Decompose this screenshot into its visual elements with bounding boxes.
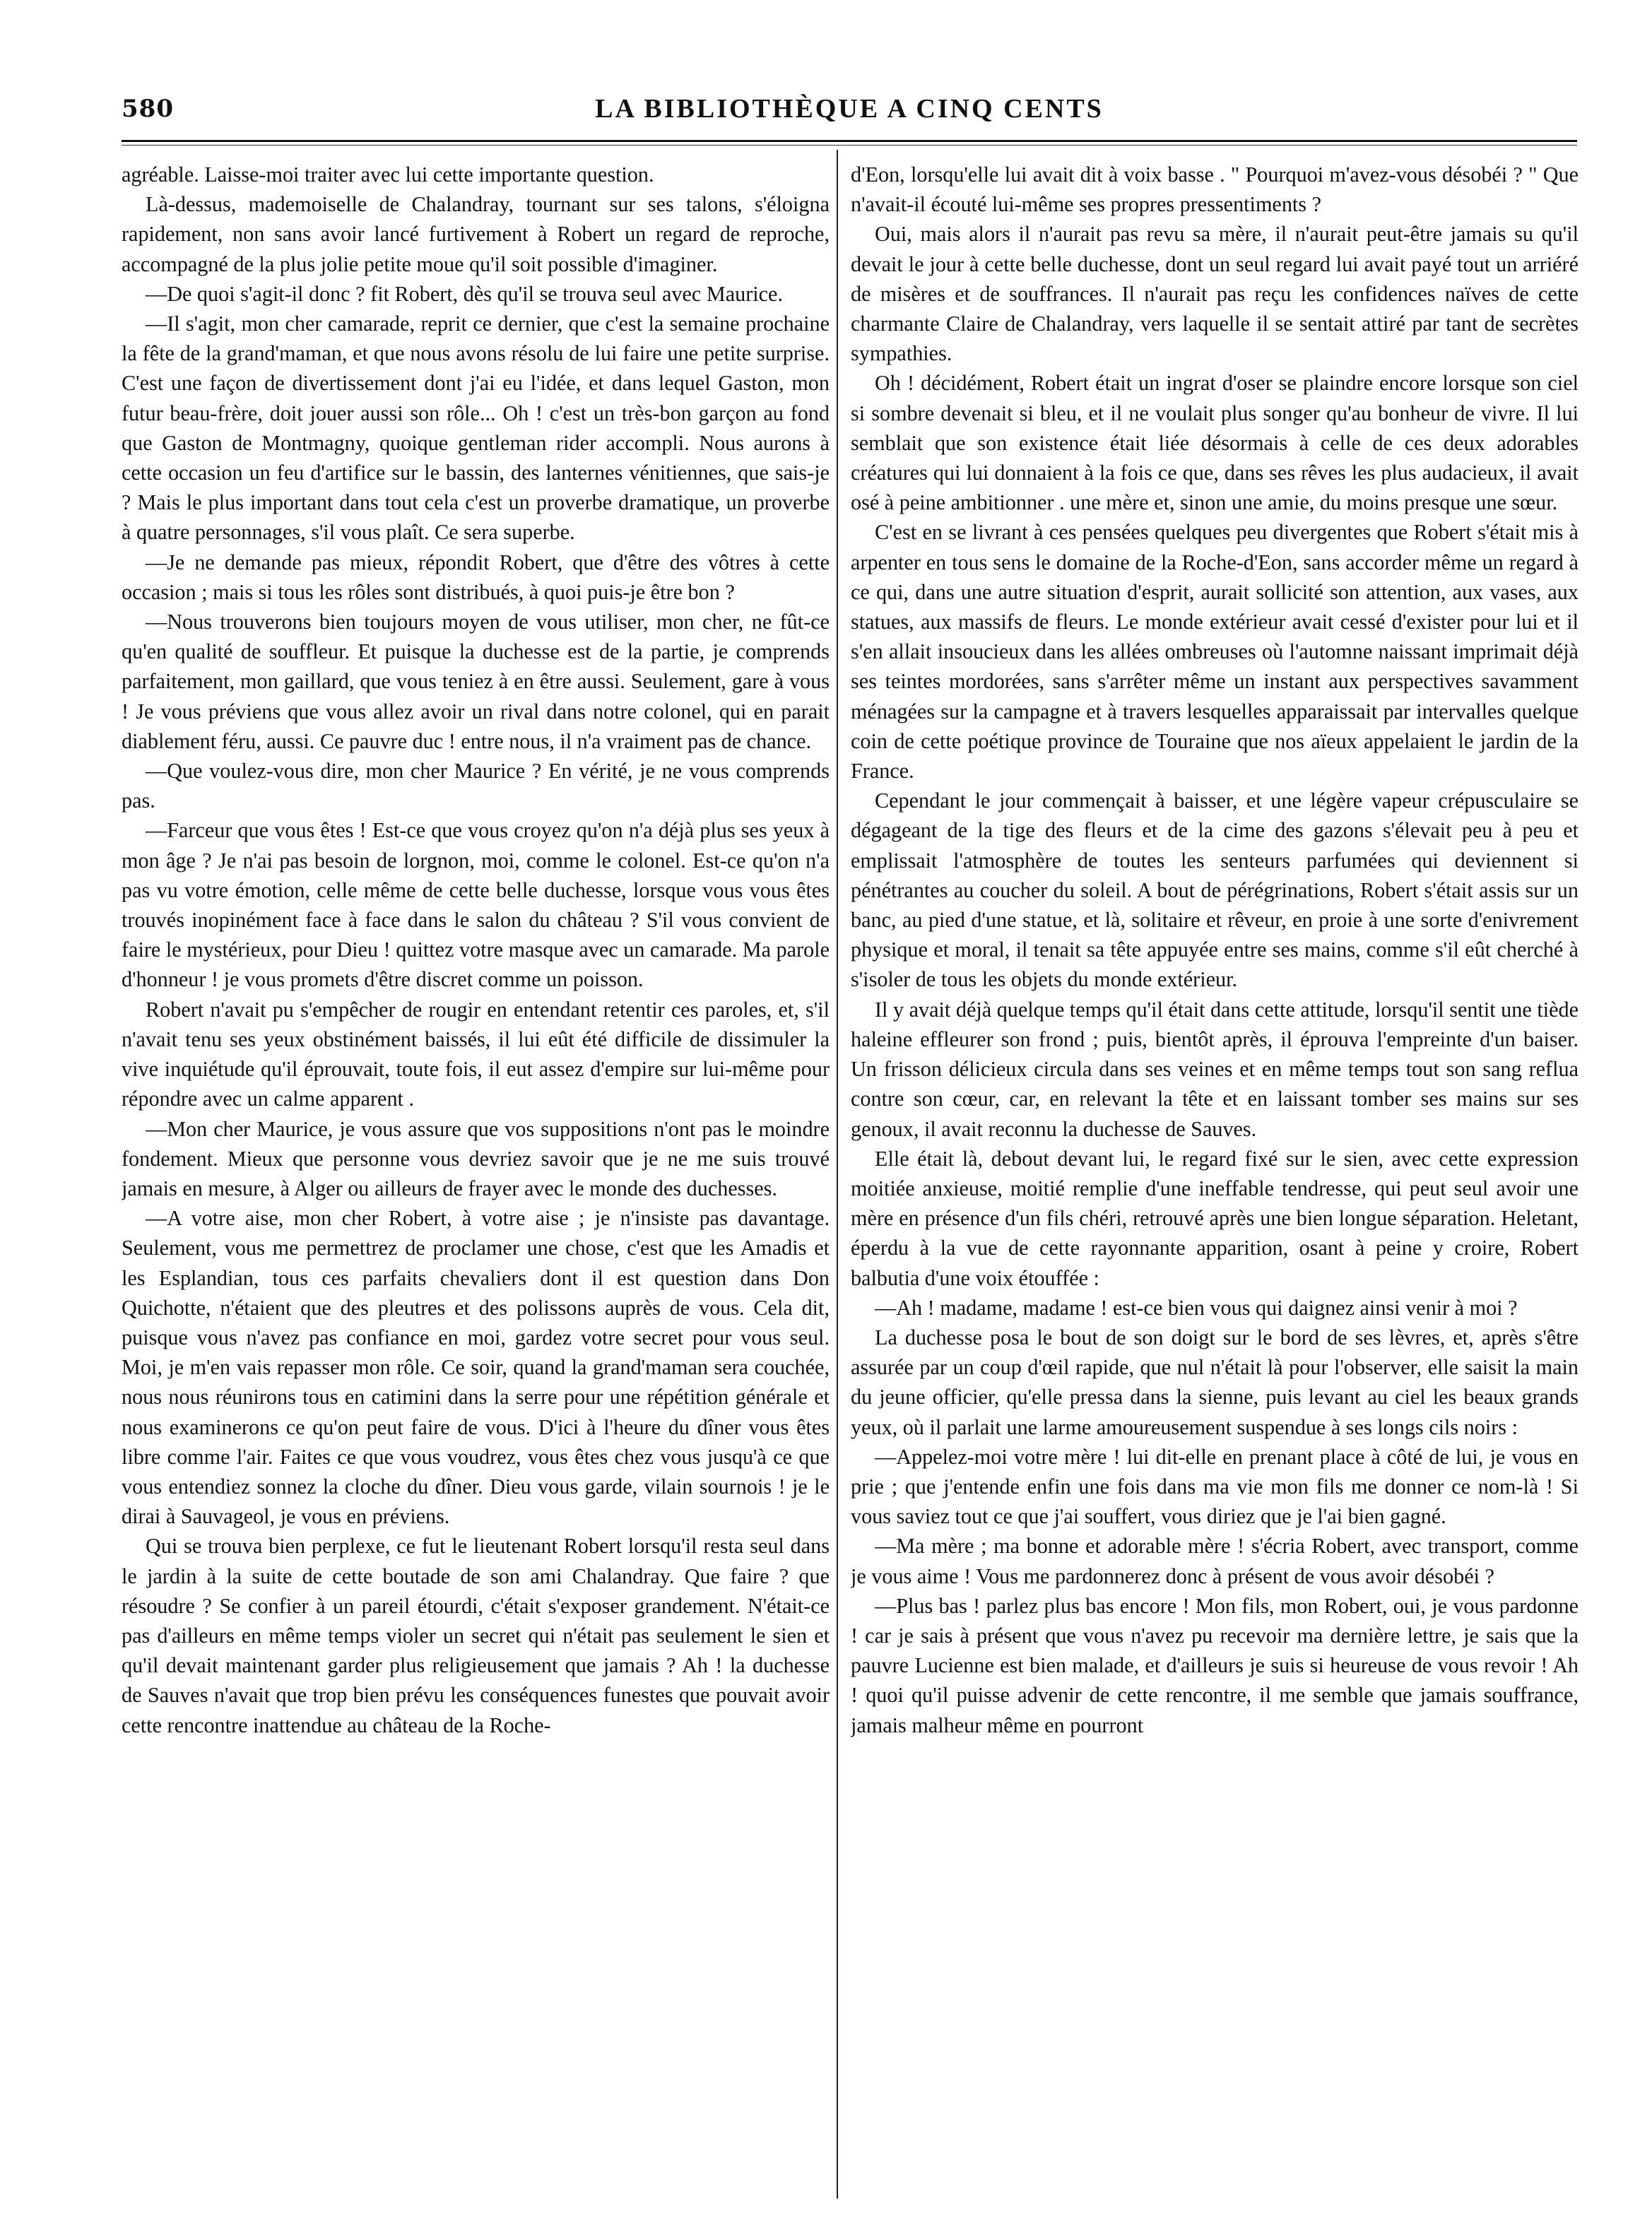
paragraph: Robert n'avait pu s'empêcher de rougir en entendant retentir ces paroles, et, s'il n'avait tenu ses yeux obstinément baissés, il lui eût été difficile de dissimuler la vive inquiétude qu'il éprouvait, toute fois, il eut assez d'empire sur lui-même pour répondre avec un calme apparent . bbox=[122, 997, 830, 1111]
paragraph: Qui se trouva bien perplexe, ce fut le lieutenant Robert lorsqu'il resta seul dans le jardin à la suite de cette boutade de son ami Chalandray. Que faire ? que résoudre ? Se confier à un pareil étourdi, c'était s'exposer grandement. N'était-ce pas d'ailleurs en même temps violer un secret qui n'était pas seulement le sien et qu'il devait maintenant garder plus religieusement que jamais ? Ah ! la duchesse de Sauves n'avait que trop bien prévu les conséquences funestes que pouvait avoir cette rencontre inattendue au château de la Roche- bbox=[122, 1534, 830, 1737]
paragraph: —A votre aise, mon cher Robert, à votre aise ; je n'insiste pas davantage. Seulement, vous me permettrez de proclamer une chose, c'est que les Amadis et les Esplandian, tous ces parfaits chevaliers dont il est question dans Don Quichotte, n'étaient que des pleutres et des polissons auprès de vous. Cela dit, puisque vous n'avez pas confiance en moi, gardez votre secret pour vous seul. Moi, je m'en vais repasser mon rôle. Ce soir, quand la grand'maman sera couchée, nous nous réunirons tous en catimini dans la serre pour une répétition générale et nous examinerons ce qu'on peut faire de vous. D'ici à l'heure du dîner vous êtes libre comme l'air. Faites ce que vous voudrez, vous êtes chez vous jusqu'à ce que vous entendiez sonnez la cloche du dîner. Dieu vous garde, vilain sournois ! je le dirai à Sauvageol, je vous en préviens. bbox=[122, 1206, 830, 1529]
paragraph: Oh ! décidément, Robert était un ingrat d'oser se plaindre encore lorsque son ciel si sombre devenait si bleu, et il ne voulait plus songer qu'au bonheur de vivre. Il lui semblait que son existence était liée désormais à celle de ces deux adorables créatures qui lui donnaient à la fois ce que, dans ses rêves les plus audacieux, il avait osé à peine ambitionner . une mère et, sinon une amie, du moins presque une sœur. bbox=[851, 371, 1579, 515]
paragraph: —Nous trouverons bien toujours moyen de vous utiliser, mon cher, ne fût-ce qu'en qualité de souffleur. Et puisque la duchesse est de la partie, je comprends parfaitement, mon gaillard, que vous teniez à en être aussi. Seulement, gare à vous ! Je vous préviens que vous allez avoir un rival dans notre colonel, qui en parait diablement féru, aussi. Ce pauvre duc ! entre nous, il n'a vraiment pas de chance. bbox=[122, 610, 830, 753]
paragraph: —Appelez-moi votre mère ! lui dit-elle en prenant place à côté de lui, je vous en prie ; que j'entende enfin une fois dans ma vie mon fils me donner ce nom-là ! Si vous saviez tout ce que j'ai souffert, vous diriez que je l'ai bien gagné. bbox=[851, 1444, 1579, 1529]
running-title: LA BIBLIOTHÈQUE A CINQ CENTS bbox=[595, 94, 1104, 124]
paragraph: —Farceur que vous êtes ! Est-ce que vous croyez qu'on n'a déjà plus ses yeux à mon âge ? Je n'ai pas besoin de lorgnon, moi, comme le colonel. Est-ce qu'on n'a pas vu votre émotion, celle même de cette belle duchesse, lorsque vous vous êtes trouvés inopinément face à face dans le salon du château ? S'il vous convient de faire le mystérieux, pour Dieu ! quittez votre masque avec un camarade. Ma parole d'honneur ! je vous promets d'être discret comme un poisson. bbox=[122, 818, 830, 992]
page-number: 580 bbox=[122, 95, 174, 123]
paragraph: —Ah ! madame, madame ! est-ce bien vous qui daignez ainsi venir à moi ? bbox=[875, 1295, 1518, 1320]
paragraph: d'Eon, lorsqu'elle lui avait dit à voix basse . " Pourquoi m'avez-vous désobéi ? " Que n'avait-il écouté lui-même ses propres pressentiments ? bbox=[851, 162, 1579, 217]
paragraph: Il y avait déjà quelque temps qu'il était dans cette attitude, lorsqu'il sentit une tiède haleine effleurer son frond ; puis, bientôt après, il éprouva l'empreinte d'un baiser. Un frisson délicieux circula dans ses veines et en même temps tout son sang reflua contre son cœur, car, en relevant la tête et en laissant tomber ses mains sur ses genoux, il avait reconnu la duchesse de Sauves. bbox=[851, 997, 1579, 1141]
paragraph: Elle était là, debout devant lui, le regard fixé sur le sien, avec cette expression moitiée anxieuse, moitié remplie d'une ineffable tendresse, qui peut seul avoir une mère en présence d'un fils chéri, retrouvé après une bien longue séparation. Heletant, éperdu à la vue de cette rayonnante apparition, osant à peine y croire, Robert balbutia d'une voix étouffée : bbox=[851, 1146, 1579, 1290]
paragraph: —Mon cher Maurice, je vous assure que vos suppositions n'ont pas le moindre fondement. Mieux que personne vous devriez savoir que je ne me suis trouvé jamais en mesure, à Alger ou ailleurs de frayer avec le monde des duchesses. bbox=[122, 1116, 830, 1200]
paragraph: Cependant le jour commençait à baisser, et une légère vapeur crépusculaire se dégageant de la tige des fleurs et de la cime des gazons s'élevait peu à peu et emplissait l'atmosphère de toutes les senteurs parfumées qui deviennent si pénétrantes au coucher du soleil. A bout de pérégrinations, Robert s'était assis sur un banc, au pied d'une statue, et là, solitaire et rêveur, en proie à une sorte d'enivrement physique et moral, il tenait sa tête appuyée entre ses mains, comme s'il eût cherché à s'isoler de tous les objets du monde extérieur. bbox=[851, 788, 1579, 992]
paragraph: agréable. Laisse-moi traiter avec lui cette importante question. bbox=[122, 162, 654, 187]
paragraph: —Ma mère ; ma bonne et adorable mère ! s'écria Robert, avec transport, comme je vous aime ! Vous me pardonnerez donc à présent de vous avoir désobéi ? bbox=[851, 1534, 1579, 1588]
right-column bbox=[851, 160, 1579, 2194]
paragraph: La duchesse posa le bout de son doigt sur le bord de ses lèvres, et, après s'être assurée par un coup d'œil rapide, que nul n'était là pour l'observer, elle saisit la main du jeune officier, qu'elle pressa dans la sienne, puis levant au ciel les beaux grands yeux, où il parlait une larme amoureusement suspendue à ses longs cils noirs : bbox=[851, 1325, 1579, 1439]
header-rule-thin bbox=[122, 145, 1577, 146]
page-header bbox=[122, 90, 1577, 134]
paragraph: Là-dessus, mademoiselle de Chalandray, tournant sur ses talons, s'éloigna rapidement, non sans avoir lancé furtivement à Robert un regard de reproche, accompagné de la plus jolie petite moue qu'il soit possible d'imaginer. bbox=[122, 192, 830, 276]
paragraph: —Il s'agit, mon cher camarade, reprit ce dernier, que c'est la semaine prochaine la fête de la grand'maman, et que nous avons résolu de lui faire une petite surprise. C'est une façon de divertissement dont j'ai eu l'idée, et dans lequel Gaston, mon futur beau-frère, doit jouer aussi son rôle... Oh ! c'est un très-bon garçon au fond que Gaston de Montmagny, quoique gentleman rider accompli. Nous aurons à cette occasion un feu d'artifice sur le bassin, des lanternes vénitiennes, que sais-je ? Mais le plus important dans tout cela c'est un proverbe dramatique, un proverbe à quatre personnages, s'il vous plaît. Ce sera superbe. bbox=[122, 312, 830, 545]
paragraph: —De quoi s'agit-il donc ? fit Robert, dès qu'il se trouva seul avec Maurice. bbox=[146, 281, 783, 306]
header-rule bbox=[122, 140, 1577, 142]
paragraph: —Plus bas ! parlez plus bas encore ! Mon fils, mon Robert, oui, je vous pardonne ! car je sais à présent que vous n'avez pu recevoir ma dernière lettre, je sais que la pauvre Lucienne est bien malade, et d'ailleurs je suis si heureuse de vous revoir ! Ah ! quoi qu'il puisse advenir de cette rencontre, il me semble que jamais souffrance, jamais malheur même en pourront bbox=[851, 1593, 1579, 1737]
left-column bbox=[122, 160, 830, 2194]
paragraph: —Je ne demande pas mieux, répondit Robert, que d'être des vôtres à cette occasion ; mais si tous les rôles sont distribués, à quoi puis-je être bon ? bbox=[122, 550, 830, 604]
paragraph: Oui, mais alors il n'aurait pas revu sa mère, il n'aurait peut-être jamais su qu'il devait le jour à cette belle duchesse, dont un seul regard lui avait payé tout un arriéré de misères et de souffrances. Il n'aurait pas reçu les confidences naïves de cette charmante Claire de Chalandray, vers laquelle il se sentait attiré par tant de secrètes sympathies. bbox=[851, 222, 1579, 366]
paragraph: C'est en se livrant à ces pensées quelques peu divergentes que Robert s'était mis à arpenter en tous sens le domaine de la Roche-d'Eon, sans accorder même un regard à ce qui, dans une autre situation d'esprit, aurait sollicité son attention, aux vases, aux statues, aux massifs de fleurs. Le monde extérieur avait cessé d'exister pour lui et il s'en allait insoucieux dans les allées ombreuses où l'automne naissant imprimait déjà ses teintes mordorées, sans s'arrêter même un instant aux perspectives savamment ménagées sur la campagne et à travers lesquelles apparaissait par intervalles quelque coin de cette poétique province de Touraine que nos aïeux appelaient le jardin de la France. bbox=[851, 520, 1579, 784]
column-divider bbox=[837, 150, 838, 2199]
paragraph: —Que voulez-vous dire, mon cher Maurice ? En vérité, je ne vous comprends pas. bbox=[122, 759, 830, 813]
